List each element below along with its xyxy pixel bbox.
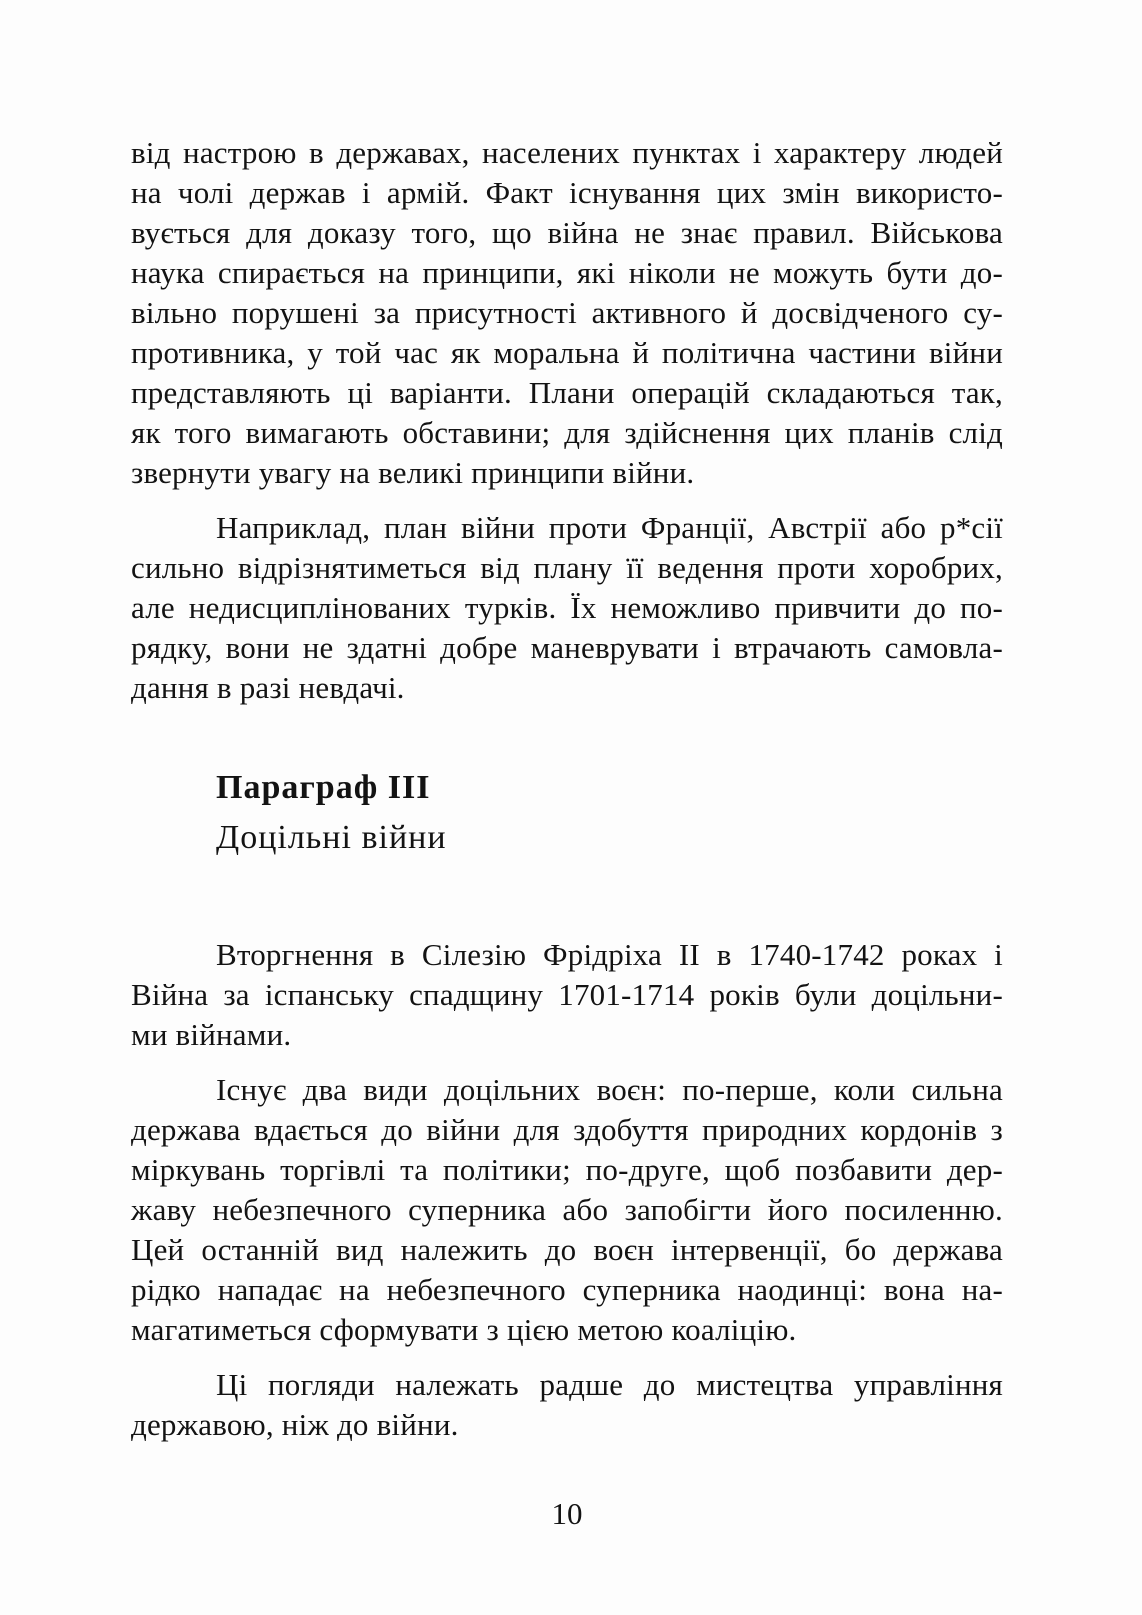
text-line: ми війнами. [131,1017,292,1052]
text-line: вільно порушені за присутності активного й досвідченого су- [131,295,1003,330]
text-line: як того вимагають обставини; для здійснення цих планів слід [131,415,1003,450]
text-line: дання в разі невдачі. [131,670,405,705]
paragraph [131,508,1003,708]
text-column [131,133,1003,1445]
text-line: Існує два види доцільних воєн: по-перше, коли сильна [216,1072,1003,1107]
paragraph [131,935,1003,1055]
paragraph [131,1365,1003,1445]
text-line: звернути увагу на великі принципи війни. [131,455,695,490]
text-line: державою, ніж до війни. [131,1407,459,1442]
paragraph [131,133,1003,493]
text-line: Ці погляди належать радше до мистецтва управління [216,1367,1003,1402]
text-line: Цей останній вид належить до воєн інтервенції, бо держава [131,1232,1003,1267]
text-line: магатиметься сформувати з цією метою коаліцію. [131,1312,797,1347]
text-line: жаву небезпечного суперника або запобігти його посиленню. [131,1192,1003,1227]
text-line: Наприклад, план війни проти Франції, Австрії або р*сії [216,510,1003,545]
text-line: вується для доказу того, що війна не знає правил. Військова [131,215,1003,250]
text-line: але недисциплінованих турків. Їх неможливо привчити до по- [131,590,1003,625]
text-line: рядку, вони не здатні добре маневрувати і втрачають самовла- [131,630,1003,665]
text-line: представляють ці варіанти. Плани операцій складаються так, [131,375,1003,410]
heading-paragraph-label: Параграф III [216,769,431,806]
text-line: сильно відрізнятиметься від плану її ведення проти хоробрих, [131,550,1003,585]
text-line: держава вдається до війни для здобуття природних кордонів з [131,1112,1003,1147]
text-line: рідко нападає на небезпечного суперника наодинці: вона на- [131,1272,1003,1307]
text-line: противника, у той час як моральна й політична частини війни [131,335,1003,370]
text-line: Вторгнення в Сілезію Фрідріха II в 1740-1742 роках і [216,937,1003,972]
text-line: міркувань торгівлі та політики; по-друге, щоб позбавити дер- [131,1152,1003,1187]
heading-title: Доцільні війни [216,819,447,856]
page-number: 10 [551,1496,583,1531]
paragraph [131,1070,1003,1350]
section-heading [131,763,1003,863]
text-line: від настрою в державах, населених пунктах і характеру людей [131,135,1003,170]
text-line: наука спирається на принципи, які ніколи не можуть бути до- [131,255,1003,290]
text-line: на чолі держав і армій. Факт існування цих змін використо- [131,175,1003,210]
text-line: Війна за іспанську спадщину 1701-1714 років були доцільни- [131,977,1003,1012]
